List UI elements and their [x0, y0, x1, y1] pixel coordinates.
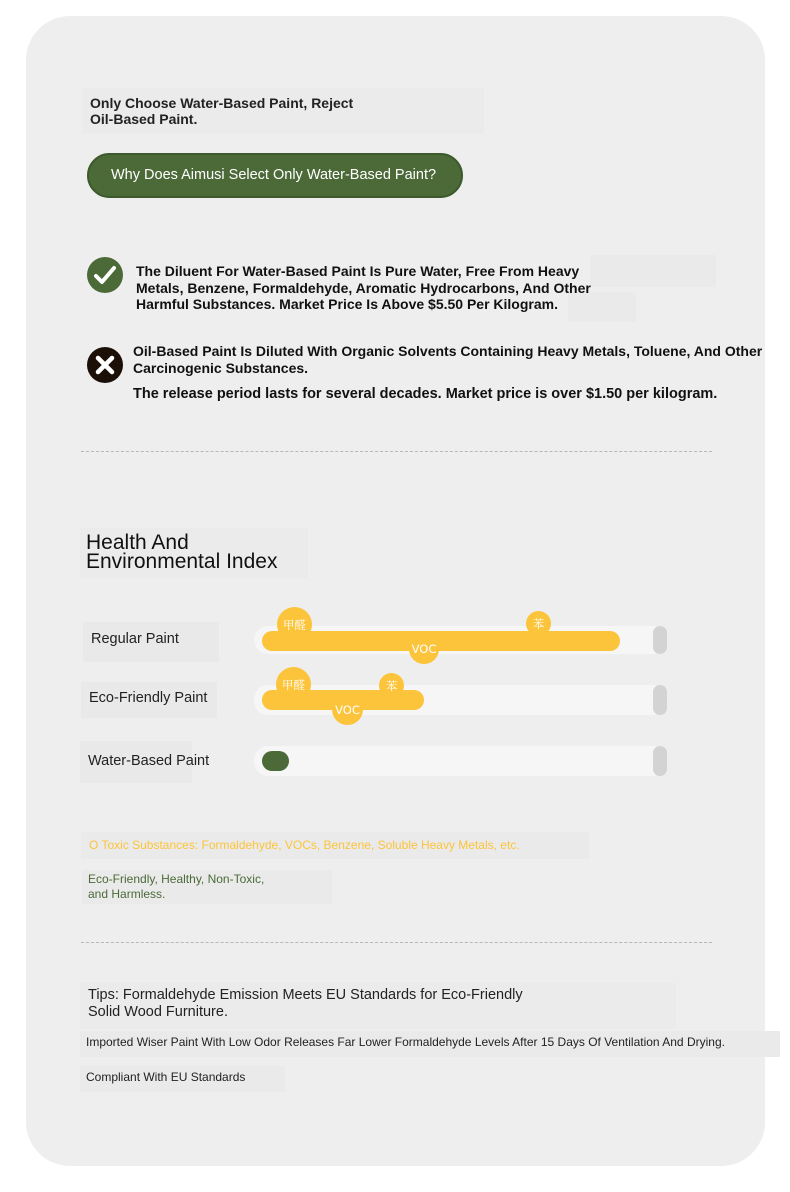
eco-note-line1: Eco-Friendly, Healthy, Non-Toxic, — [88, 872, 265, 886]
tips-line2: Solid Wood Furniture. — [88, 1004, 228, 1020]
water-line2: Metals, Benzene, Formaldehyde, Aromatic Hydrocarbons, And Other — [136, 279, 591, 296]
marker-benzene: 苯 — [526, 611, 551, 636]
oil-line2: Carcinogenic Substances. — [133, 359, 309, 376]
cross-icon — [87, 347, 123, 383]
water-line3: Harmful Substances. Market Price Is Above $5.50 Per Kilogram. — [136, 296, 558, 312]
row-label-regular: Regular Paint — [83, 622, 219, 662]
tips-block — [80, 983, 676, 1029]
section-divider — [81, 942, 712, 943]
oil-release-note: The release period lasts for several decades. Market price is over $1.50 per kilogram. — [133, 386, 718, 402]
index-bar-water — [262, 751, 289, 771]
track-end-cap — [653, 626, 667, 654]
track-end-cap — [653, 685, 667, 715]
compliance-note: Compliant With EU Standards — [80, 1066, 285, 1092]
marker-voc: VOC — [332, 694, 363, 725]
toxic-substances-note: O Toxic Substances: Formaldehyde, VOCs, Benzene, Soluble Heavy Metals, etc. — [81, 832, 589, 859]
index-track-eco — [254, 685, 667, 715]
check-icon — [87, 257, 123, 293]
section-divider — [81, 451, 712, 452]
imported-paint-note: Imported Wiser Paint With Low Odor Releases Far Lower Formaldehyde Levels After 15 Days Of Ventilation And Drying. — [80, 1031, 780, 1057]
track-end-cap — [653, 746, 667, 776]
headline-line2: Oil-Based Paint. — [90, 111, 198, 127]
water-line1: The Diluent For Water-Based Paint Is Pure Water, Free From Heavy — [136, 263, 580, 279]
marker-benzene: 苯 — [379, 673, 404, 698]
text-shadow-block — [590, 255, 716, 287]
section-title-line2: Environmental Index — [86, 549, 278, 573]
row-label-water: Water-Based Paint — [80, 741, 192, 783]
marker-formaldehyde: 甲醛 — [277, 607, 312, 642]
eco-note-line2: and Harmless. — [88, 887, 166, 901]
tips-line1: Tips: Formaldehyde Emission Meets EU Standards for Eco-Friendly — [88, 987, 523, 1003]
marker-formaldehyde: 甲醛 — [276, 667, 311, 702]
oil-line1: Oil-Based Paint Is Diluted With Organic Solvents Containing Heavy Metals, Toluene, And Other — [133, 343, 763, 359]
section-title — [80, 528, 308, 578]
headline — [82, 88, 484, 134]
oil-based-statement — [133, 343, 773, 376]
why-water-based-button[interactable]: Why Does Aimusi Select Only Water-Based Paint? — [87, 153, 463, 198]
row-label-eco: Eco-Friendly Paint — [81, 682, 217, 718]
section-title-line1: Health And — [86, 531, 189, 554]
eco-friendly-note — [82, 870, 332, 904]
index-track-regular — [254, 626, 667, 654]
index-bar-regular — [262, 631, 620, 651]
index-track-water — [254, 746, 667, 776]
water-based-statement — [136, 263, 596, 313]
headline-line1: Only Choose Water-Based Paint, Reject — [90, 95, 354, 111]
marker-voc: VOC — [409, 634, 439, 664]
